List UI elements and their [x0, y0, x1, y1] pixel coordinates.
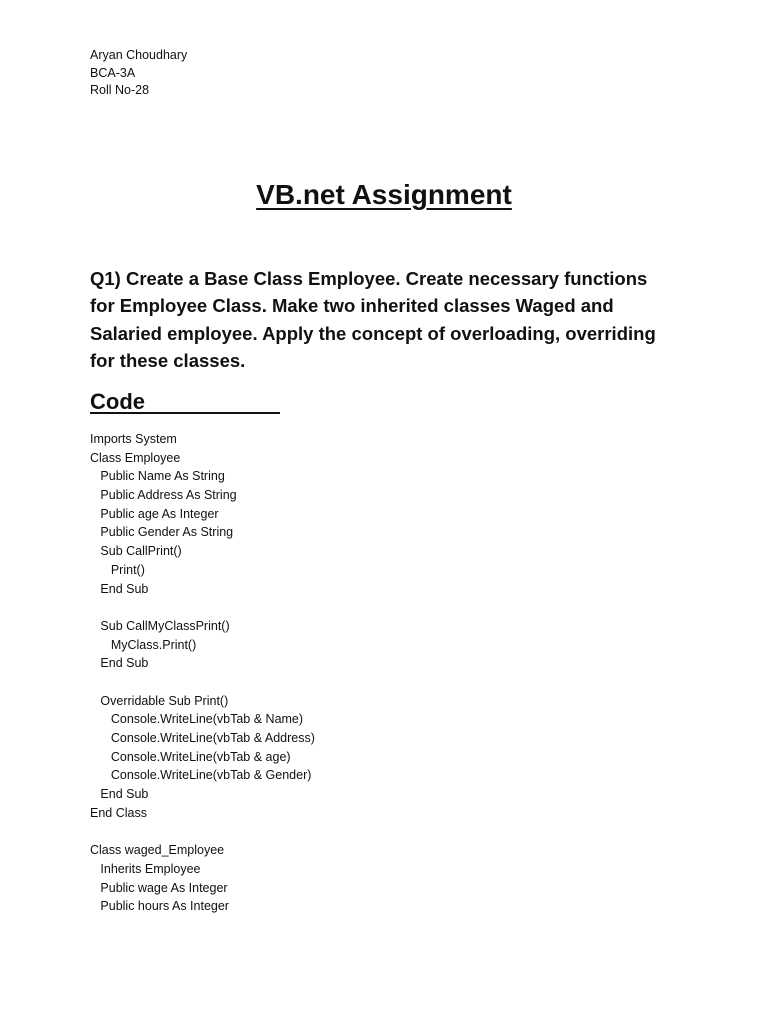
code-line: End Sub [90, 581, 149, 596]
code-line: End Class [90, 805, 147, 820]
code-line: Public Name As String [90, 469, 225, 484]
code-line: Public age As Integer [90, 506, 219, 521]
author-name: Aryan Choudhary [90, 48, 188, 62]
author-roll-number: Roll No-28 [90, 83, 150, 97]
author-info [90, 47, 187, 100]
author-class: BCA-3A [90, 65, 136, 80]
code-line: Public hours As Integer [90, 899, 229, 914]
code-line: Imports System [90, 432, 177, 446]
code-line: End Sub [90, 787, 149, 802]
code-line: Class waged_Employee [90, 843, 225, 858]
code-line: Overridable Sub Print() [90, 693, 229, 708]
code-line: Public Gender As String [90, 525, 234, 540]
code-line: Inherits Employee [90, 861, 201, 876]
code-listing [90, 430, 690, 916]
code-line: Class Employee [90, 450, 181, 465]
code-heading [90, 388, 280, 414]
code-line: Sub CallPrint() [90, 544, 182, 559]
code-line: Public Address As String [90, 488, 237, 503]
code-heading-label: Code [90, 389, 145, 414]
question-text: Q1) Create a Base Class Employee. Create necessary functions for Employee Class. Make two inherited classes Waged and Salaried employee. Apply the concept of overloading, overriding for these classes. [90, 268, 656, 371]
code-line [90, 822, 690, 841]
code-line [90, 673, 690, 692]
code-line [90, 598, 690, 617]
code-line: End Sub [90, 656, 149, 671]
code-line: Public wage As Integer [90, 880, 228, 895]
code-line: Console.WriteLine(vbTab & Address) [90, 731, 315, 745]
code-line: Console.WriteLine(vbTab & Gender) [90, 768, 312, 783]
code-line: MyClass.Print() [90, 637, 197, 652]
code-line: Print() [90, 562, 145, 577]
page-title: VB.net Assignment [256, 179, 512, 210]
code-line: Sub CallMyClassPrint() [90, 618, 230, 633]
code-line: Console.WriteLine(vbTab & age) [90, 749, 291, 764]
code-line: Console.WriteLine(vbTab & Name) [90, 712, 304, 727]
